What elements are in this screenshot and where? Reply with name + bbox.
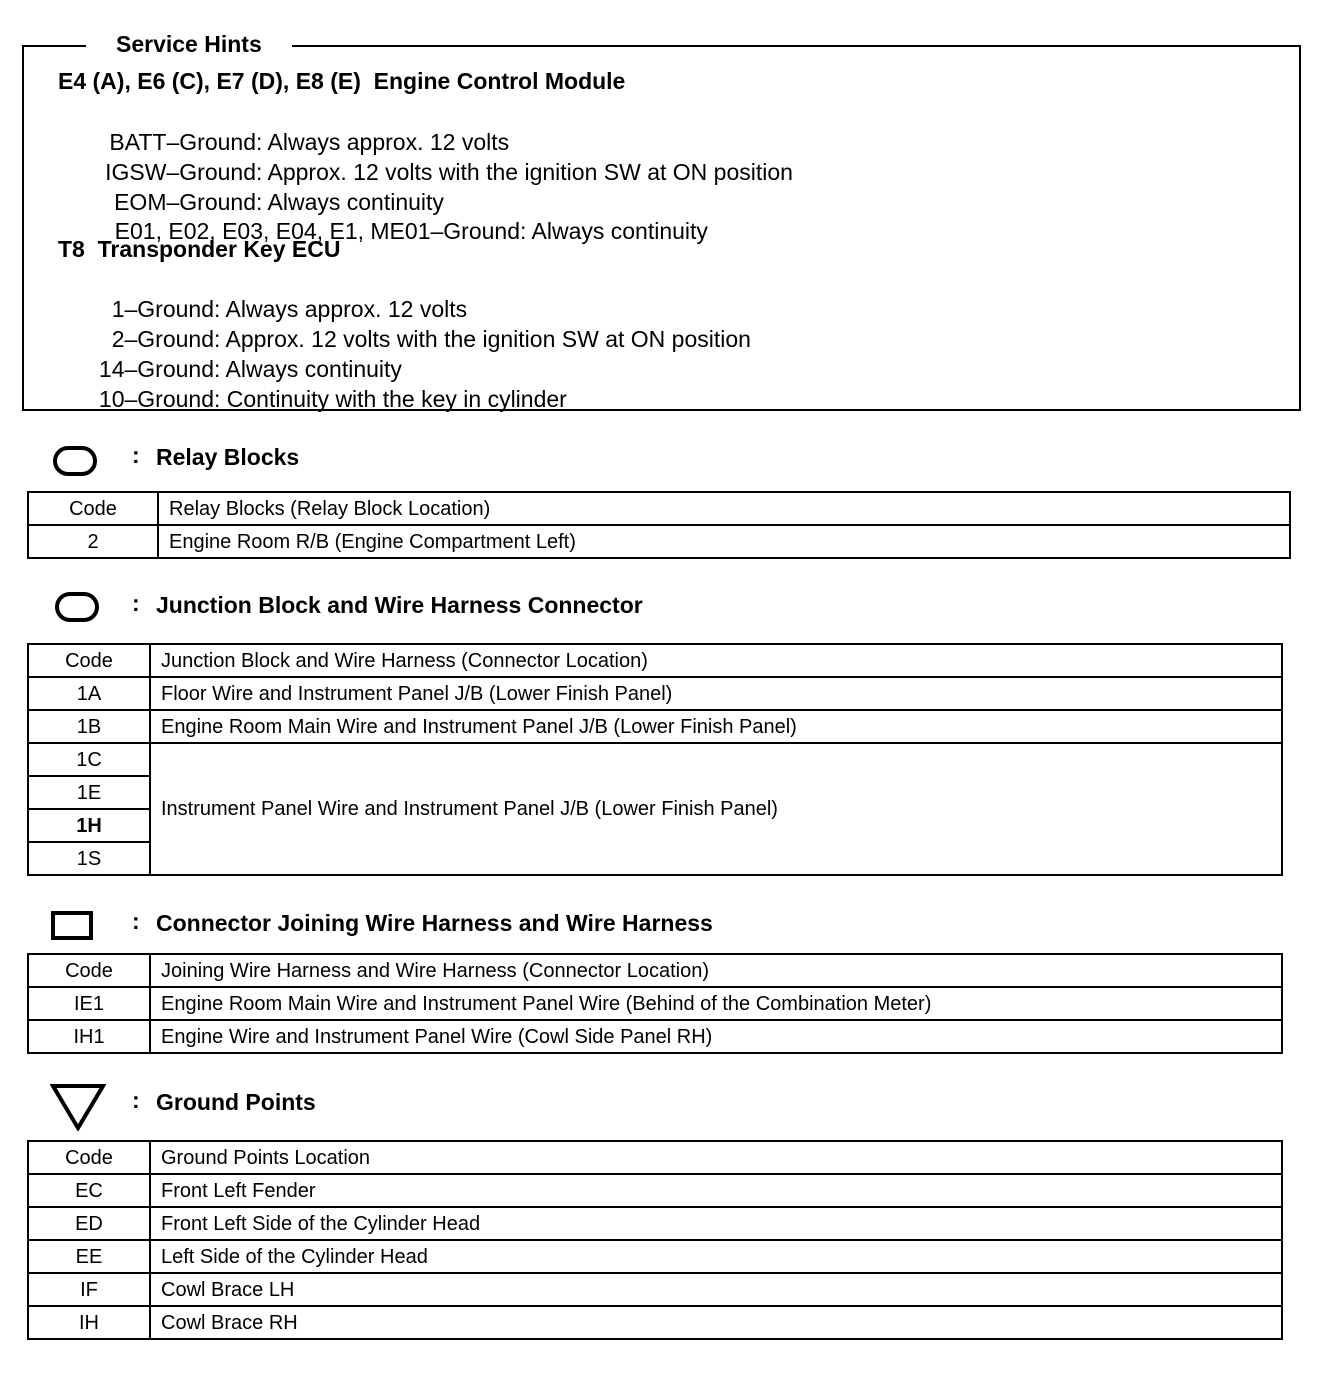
- code-cell: 2: [28, 525, 158, 558]
- code-cell: 1S: [28, 842, 150, 875]
- code-cell: IH1: [28, 1020, 150, 1053]
- code-cell: IE1: [28, 987, 150, 1020]
- table-row: [28, 525, 1290, 558]
- code-header: Code: [28, 492, 158, 525]
- colon: :: [132, 590, 140, 616]
- connectors-title: Connector Joining Wire Harness and Wire Harness: [156, 910, 713, 936]
- code-cell: EE: [28, 1240, 150, 1273]
- relay-blocks-title: Relay Blocks: [156, 444, 300, 470]
- rounded-rect-icon: [53, 446, 97, 476]
- relay-blocks-table: [27, 491, 1291, 559]
- code-cell: IH: [28, 1306, 150, 1339]
- table-row: [28, 677, 1282, 710]
- hint-value: : Always approx. 12 volts: [256, 129, 510, 155]
- hint-label: 2–Ground: [111, 326, 214, 352]
- hint-label: 1–Ground: [111, 296, 214, 322]
- ground-points-title: Ground Points: [156, 1089, 316, 1115]
- table-header-row: [28, 644, 1282, 677]
- table-row: [28, 1273, 1282, 1306]
- hint-label: 10–Ground: [98, 386, 214, 412]
- desc-cell: Engine Room Main Wire and Instrument Panel Wire (Behind of the Combination Meter): [150, 987, 1282, 1020]
- colon: :: [132, 908, 140, 934]
- hint-value: : Always continuity: [214, 356, 402, 382]
- ground-points-table: [27, 1140, 1283, 1340]
- hint-value: : Always continuity: [256, 189, 444, 215]
- table-row: [28, 1207, 1282, 1240]
- code-cell: EC: [28, 1174, 150, 1207]
- code-cell: ED: [28, 1207, 150, 1240]
- table-header-row: [28, 954, 1282, 987]
- ecm-heading: E4 (A), E6 (C), E7 (D), E8 (E) Engine Control Module: [58, 68, 626, 94]
- table-row: [28, 1174, 1282, 1207]
- code-cell: 1A: [28, 677, 150, 710]
- junction-blocks-title: Junction Block and Wire Harness Connector: [156, 592, 643, 618]
- colon: :: [132, 442, 140, 468]
- desc-header: Joining Wire Harness and Wire Harness (Connector Location): [150, 954, 1282, 987]
- service-hints-title: Service Hints: [86, 30, 292, 58]
- hint-label: EOM–Ground: [114, 189, 256, 215]
- code-cell: 1E: [28, 776, 150, 809]
- hint-value: : Always approx. 12 volts: [214, 296, 468, 322]
- hint-value-e01: [520, 189, 708, 245]
- code-header: Code: [28, 644, 150, 677]
- desc-header: Junction Block and Wire Harness (Connector Location): [150, 644, 1282, 677]
- code-cell: 1B: [28, 710, 150, 743]
- desc-cell: Engine Wire and Instrument Panel Wire (Cowl Side Panel RH): [150, 1020, 1282, 1053]
- table-row: [28, 743, 1282, 776]
- hint-value: : Approx. 12 volts with the ignition SW at ON position: [214, 326, 751, 352]
- desc-header: Ground Points Location: [150, 1141, 1282, 1174]
- hint-label: E01, E02, E03, E04, E1, ME01–Ground: [114, 218, 520, 244]
- desc-cell: Engine Room Main Wire and Instrument Panel J/B (Lower Finish Panel): [150, 710, 1282, 743]
- table-row: [28, 1020, 1282, 1053]
- desc-cell: Front Left Side of the Cylinder Head: [150, 1207, 1282, 1240]
- table-row: [28, 987, 1282, 1020]
- code-cell: 1H: [28, 809, 150, 842]
- desc-cell-merged: Instrument Panel Wire and Instrument Panel J/B (Lower Finish Panel): [150, 743, 1282, 875]
- junction-blocks-table: [27, 643, 1283, 876]
- hint-label: 14–Ground: [98, 356, 214, 382]
- desc-cell: Floor Wire and Instrument Panel J/B (Lower Finish Panel): [150, 677, 1282, 710]
- table-row: [28, 1240, 1282, 1273]
- rounded-rect-icon: [55, 592, 99, 622]
- table-header-row: [28, 1141, 1282, 1174]
- hint-label: BATT–Ground: [109, 129, 256, 155]
- code-cell: IF: [28, 1273, 150, 1306]
- desc-cell: Front Left Fender: [150, 1174, 1282, 1207]
- hint-label: IGSW–Ground: [105, 159, 256, 185]
- table-header-row: [28, 492, 1290, 525]
- hint-value: : Continuity with the key in cylinder: [214, 386, 567, 412]
- desc-cell: Cowl Brace LH: [150, 1273, 1282, 1306]
- colon: :: [132, 1087, 140, 1113]
- rectangle-icon: [51, 911, 93, 940]
- transponder-heading: T8 Transponder Key ECU: [58, 236, 341, 262]
- code-cell: 1C: [28, 743, 150, 776]
- desc-cell: Engine Room R/B (Engine Compartment Left): [158, 525, 1290, 558]
- connectors-table: [27, 953, 1283, 1054]
- desc-cell: Left Side of the Cylinder Head: [150, 1240, 1282, 1273]
- hint-value: : Always continuity: [520, 218, 708, 244]
- hint-line-10: [0, 357, 214, 413]
- hint-value: : Approx. 12 volts with the ignition SW at ON position: [256, 159, 793, 185]
- desc-header: Relay Blocks (Relay Block Location): [158, 492, 1290, 525]
- desc-cell: Cowl Brace RH: [150, 1306, 1282, 1339]
- code-header: Code: [28, 954, 150, 987]
- down-triangle-icon: [50, 1083, 106, 1131]
- table-row: [28, 1306, 1282, 1339]
- code-header: Code: [28, 1141, 150, 1174]
- table-row: [28, 710, 1282, 743]
